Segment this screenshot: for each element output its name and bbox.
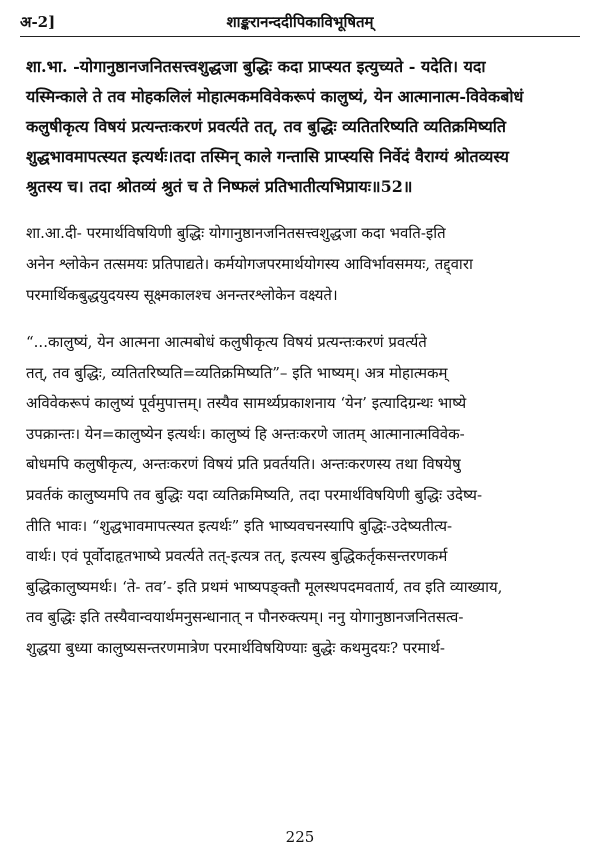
commentary-paragraph: “...कालुष्यं, येन आत्मना आत्मबोधं कलुषीकृत्य विषयं प्रत्यन्तःकरणं प्रवर्त्यते तत्, तव बुद्धिः, व्यतितरिष्यति=व्यतिक्रमिष्यति”– इति भाष्यम्। अत्र मोहात्मकम् अविवेकरूपं कालुष्यं पूर्वमुपात्तम्। तस्यैव सामर्थ्यप्रकाशनाय ‘येन’ इत्यादिग्रन्थः भाष्ये उपक्रान्तः। येन=कालुष्येन इत्यर्थः। कालुष्यं हि अन्तःकरणे जातम् आत्मानात्मविवेक- बोधमपि कलुषीकृत्य, अन्तःकरणं विषयं प्रति प्रवर्तयति। अन्तःकरणस्य तथा विषयेषु प्रवर्तकं कालुष्यमपि तव बुद्धिः यदा व्यतिक्रमिष्यति, तदा परमार्थविषयिणी बुद्धिः उदेष्य- तीति भावः। “शुद्धभावमापत्स्यत इत्यर्थः” इति भाष्यवचनस्यापि बुद्धिः-उदेष्यतीत्य- वार्थः। एवं पूर्वोदाहृतभाष्ये प्रवर्त्यते तत्-इत्यत्र तत्, इत्यस्य बुद्धिकर्तृकसन्तरणकर्म बुद्धिकालुष्यमर्थः। ‘ते- तव’- इति प्रथमं भाष्यपङ्क्तौ मूलस्थपदमवतार्य, तव इति व्याख्याय, तव बुद्धिः इति तस्यैवान्वयार्थमनुसन्धानात् न पौनरुक्त्यम्। ननु योगानुष्ठानजनितसत्व- शुद्धया बुध्या कालुष्यसन्तरणमात्रेण परमार्थविषयिण्याः बुद्धेः कथमुदयः? परमार्थ-	[26, 333, 503, 657]
commentary-intro-paragraph: शा.आ.दी- परमार्थविषयिणी बुद्धिः योगानुष्ठानजनितसत्त्वशुद्धजा कदा भवति-इति अनेन श्लोकेन तत्समयः प्रतिपाद्यते। कर्मयोगजपरमार्थयोगस्य आविर्भावसमयः, तद्द्वारा परमार्थिकबुद्धयुदयस्य सूक्ष्मकालश्च अनन्तरश्लोकेन वक्ष्यते।	[26, 224, 473, 304]
page-body	[26, 52, 578, 664]
chapter-marker: अ-2]	[20, 13, 56, 31]
running-title: शाङ्करानन्ददीपिकाविभूषितम्	[226, 13, 374, 31]
page-number: 225	[285, 828, 315, 846]
bhashya-paragraph: शा.भा. -योगानुष्ठानजनितसत्त्वशुद्धजा बुद्धिः कदा प्राप्स्यत इत्युच्यते - यदेति। यदा यस्मिन्काले ते तव मोहकलिलं मोहात्मकमविवेकरूपं कालुष्यं, येन आत्मानात्म-विवेकबोधं कलुषीकृत्य विषयं प्रत्यन्तःकरणं प्रवर्त्यते तत्, तव बुद्धिः व्यतितरिष्यति व्यतिक्रमिष्यति शुद्धभावमापत्स्यत इत्यर्थः।तदा तस्मिन् काले गन्तासि प्राप्स्यसि निर्वेदं वैराग्यं श्रोतव्यस्य श्रुतस्य च। तदा श्रोतव्यं श्रुतं च ते निष्फलं प्रतिभातीत्यभिप्रायः॥52॥	[26, 57, 524, 196]
running-header	[20, 6, 580, 37]
